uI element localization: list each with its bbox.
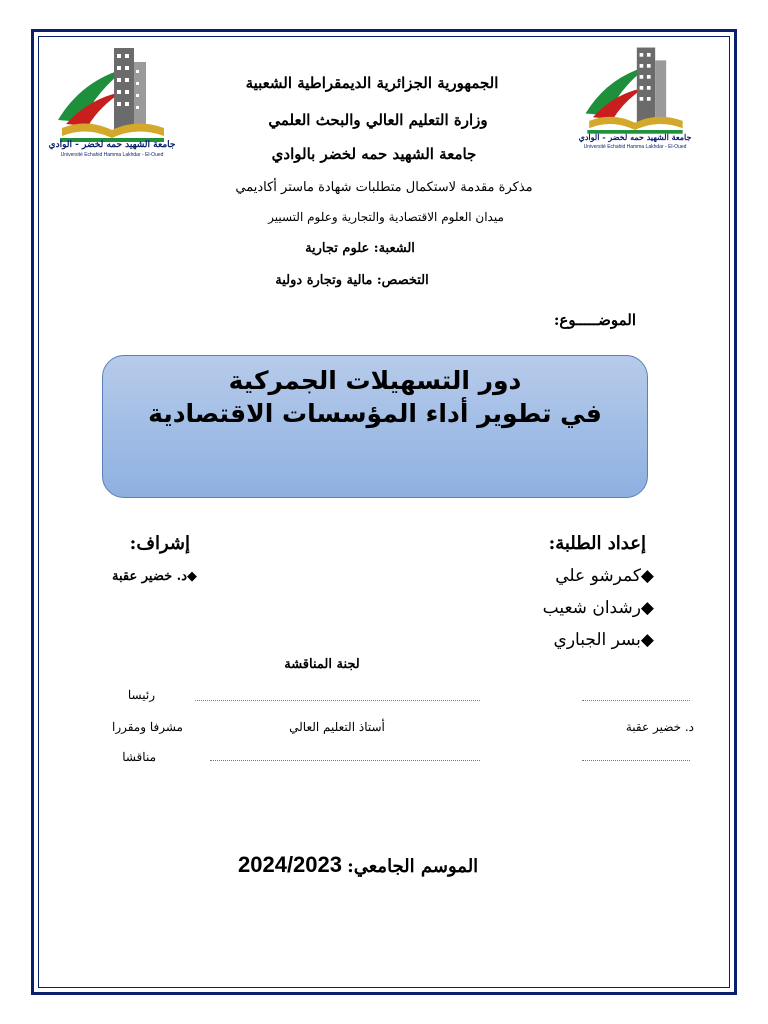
rank-dots (195, 700, 480, 701)
field-text: ميدان العلوم الاقتصادية والتجارية وعلوم التسيير (268, 210, 504, 224)
supervisor-label: إشراف: (129, 533, 190, 554)
season-label: الموسم الجامعي: (347, 856, 479, 877)
committee-role: مشرفا ومقررا (111, 720, 183, 734)
logo-name-ar: جامعة الشهيد حمه لخضر - الوادي (578, 132, 692, 142)
committee-role: مناقشا (122, 750, 156, 764)
thesis-title-line-1: دور التسهيلات الجمركية (228, 366, 522, 395)
student-name-2: ◆رشدان شعيب (542, 598, 654, 618)
committee-title: لجنة المناقشة (284, 657, 360, 672)
logo-name-ar: جامعة الشهيد حمه لخضر - الوادي (48, 140, 176, 150)
header-university: جامعة الشهيد حمه لخضر بالوادي (271, 145, 477, 163)
subject-label: الموضـــــوع: (553, 311, 636, 329)
academic-season (238, 852, 478, 878)
name-dots (582, 700, 690, 701)
specialty-text: التخصص: مالية وتجارة دولية (275, 273, 429, 288)
branch-text: الشعبة: علوم تجارية (305, 241, 415, 256)
season-value: 2024/2023 (238, 852, 342, 877)
header-ministry: وزارة التعليم العالي والبحث العلمي (268, 111, 488, 129)
committee-member-rank: أستاذ التعليم العالي (289, 720, 385, 734)
students-label: إعداد الطلبة: (548, 533, 646, 554)
logo-name-fr: Université Echahid Hamma Lakhdar - El-Oued (583, 144, 687, 150)
name-dots (582, 760, 690, 761)
rank-dots (210, 760, 480, 761)
logo-name-fr: Université Echahid Hamma Lakhdar - El-Oued (60, 152, 164, 158)
memo-text: مذكرة مقدمة لاستكمال متطلبات شهادة ماستر أكاديمي (235, 180, 533, 195)
page-frame-inner (38, 36, 730, 988)
committee-role: رئيسا (127, 688, 155, 702)
student-name-1: ◆كمرشو علي (555, 566, 654, 586)
supervisor-name: ◆د. خضير عقبة (112, 569, 197, 584)
university-logo-right (580, 40, 700, 160)
thesis-title-box (102, 355, 648, 498)
header-republic: الجمهورية الجزائرية الديمقراطية الشعبية (245, 74, 499, 92)
committee-member-name: د. خضير عقبة (625, 720, 694, 734)
thesis-title-line-2: في تطوير أداء المؤسسات الاقتصادية (148, 399, 602, 428)
student-name-3: ◆بسر الجباري (553, 630, 654, 650)
university-logo-left (48, 40, 176, 160)
